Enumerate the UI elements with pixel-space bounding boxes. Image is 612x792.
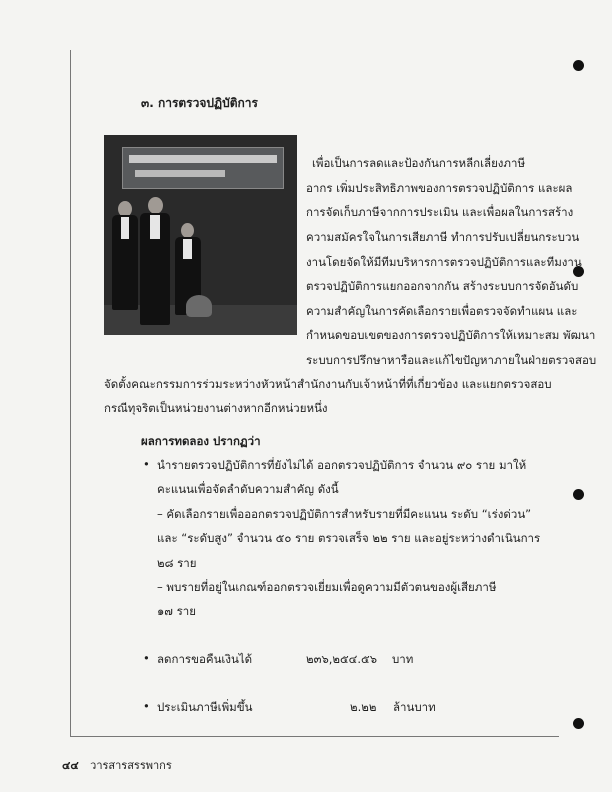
tax-increase-label: ประเมินภาษีเพิ่มขึ้น <box>157 700 253 714</box>
page-footer <box>62 756 172 774</box>
body-line-5: งานโดยจัดให้มีทีมบริหารการตรวจปฏิบัติการและทีมงาน <box>306 255 582 269</box>
binder-hole-1 <box>573 60 584 71</box>
tax-increase-unit: ล้านบาท <box>393 700 436 714</box>
section-heading: ๓. การตรวจปฏิบัติการ <box>141 96 258 110</box>
body-line-3: การจัดเก็บภาษีจากการประเมิน และเพื่อผลในการสร้าง <box>306 205 574 219</box>
body-line-2: อากร เพิ่มประสิทธิภาพของการตรวจปฏิบัติการ และผล <box>306 181 573 195</box>
binder-hole-4 <box>573 718 584 729</box>
body-line-8: กำหนดขอบเขตของการตรวจปฏิบัติการให้เหมาะสม พัฒนา <box>306 328 596 342</box>
binder-hole-3 <box>573 489 584 500</box>
result-sub-1-line-2: และ “ระดับสูง” จำนวน ๕๐ ราย ตรวจเสร็จ ๒๒ ราย และอยู่ระหว่างดำเนินการ <box>157 531 541 545</box>
body-line-10: จัดตั้งคณะกรรมการร่วมระหว่างหัวหน้าสำนักงานกับเจ้าหน้าที่ที่เกี่ยวข้อง และแยกตรวจสอบ <box>104 377 552 391</box>
photo-banner <box>122 147 284 189</box>
body-line-6: ตรวจปฏิบัติการแยกออกจากกัน สร้างระบบการจัดอันดับ <box>306 279 579 293</box>
body-line-9: ระบบการปรึกษาหารือและแก้ไขปัญหาภายในฝ่ายตรวจสอบ <box>306 353 597 367</box>
body-line-7: ความสำคัญในการคัดเลือกรายเพื่อตรวจจัดทำแผน และ <box>306 304 578 318</box>
result-sub-1-line-3: ๒๘ ราย <box>157 556 197 570</box>
body-line-11: กรณีทุจริตเป็นหน่วยงานต่างหากอีกหน่วยหนึ่ง <box>104 401 328 415</box>
page-number: ๔๔ <box>62 759 79 772</box>
result-sub-2-line-2: ๑๗ ราย <box>157 604 196 618</box>
bullet-dot: • <box>143 699 150 713</box>
refund-reduction-label: ลดการขอคืนเงินได้ <box>157 652 253 666</box>
result-sub-1-line-1: – คัดเลือกรายเพื่อออกตรวจปฏิบัติการสำหรับรายที่มีคะแนน ระดับ “เร่งด่วน” <box>157 507 532 521</box>
staff-photo <box>104 135 297 335</box>
publication-name: วารสารสรรพากร <box>90 759 172 772</box>
bullet-dot: • <box>143 651 150 665</box>
result-sub-2-line-1: – พบรายที่อยู่ในเกณฑ์ออกตรวจเยี่ยมเพื่อดูความมีตัวตนของผู้เสียภาษี <box>157 580 497 594</box>
tax-increase-amount: ๒.๒๒ <box>350 700 377 714</box>
body-line-4: ความสมัครใจในการเสียภาษี ทำการปรับเปลี่ยนกระบวน <box>306 230 580 244</box>
body-line-1: เพื่อเป็นการลดและป้องกันการหลีกเลี่ยงภาษี <box>312 156 526 170</box>
result-item-1-line-2: คะแนนเพื่อจัดลำดับความสำคัญ ดังนี้ <box>157 482 339 496</box>
results-heading: ผลการทดลอง ปรากฏว่า <box>141 434 261 448</box>
refund-reduction-unit: บาท <box>392 652 414 666</box>
refund-reduction-amount: ๒๓๖,๒๕๔.๕๖ <box>306 652 378 666</box>
result-item-1-line-1: นำรายตรวจปฏิบัติการที่ยังไม่ได้ ออกตรวจปฏิบัติการ จำนวน ๙๐ ราย มาให้ <box>157 458 527 472</box>
bullet-dot: • <box>143 457 150 471</box>
